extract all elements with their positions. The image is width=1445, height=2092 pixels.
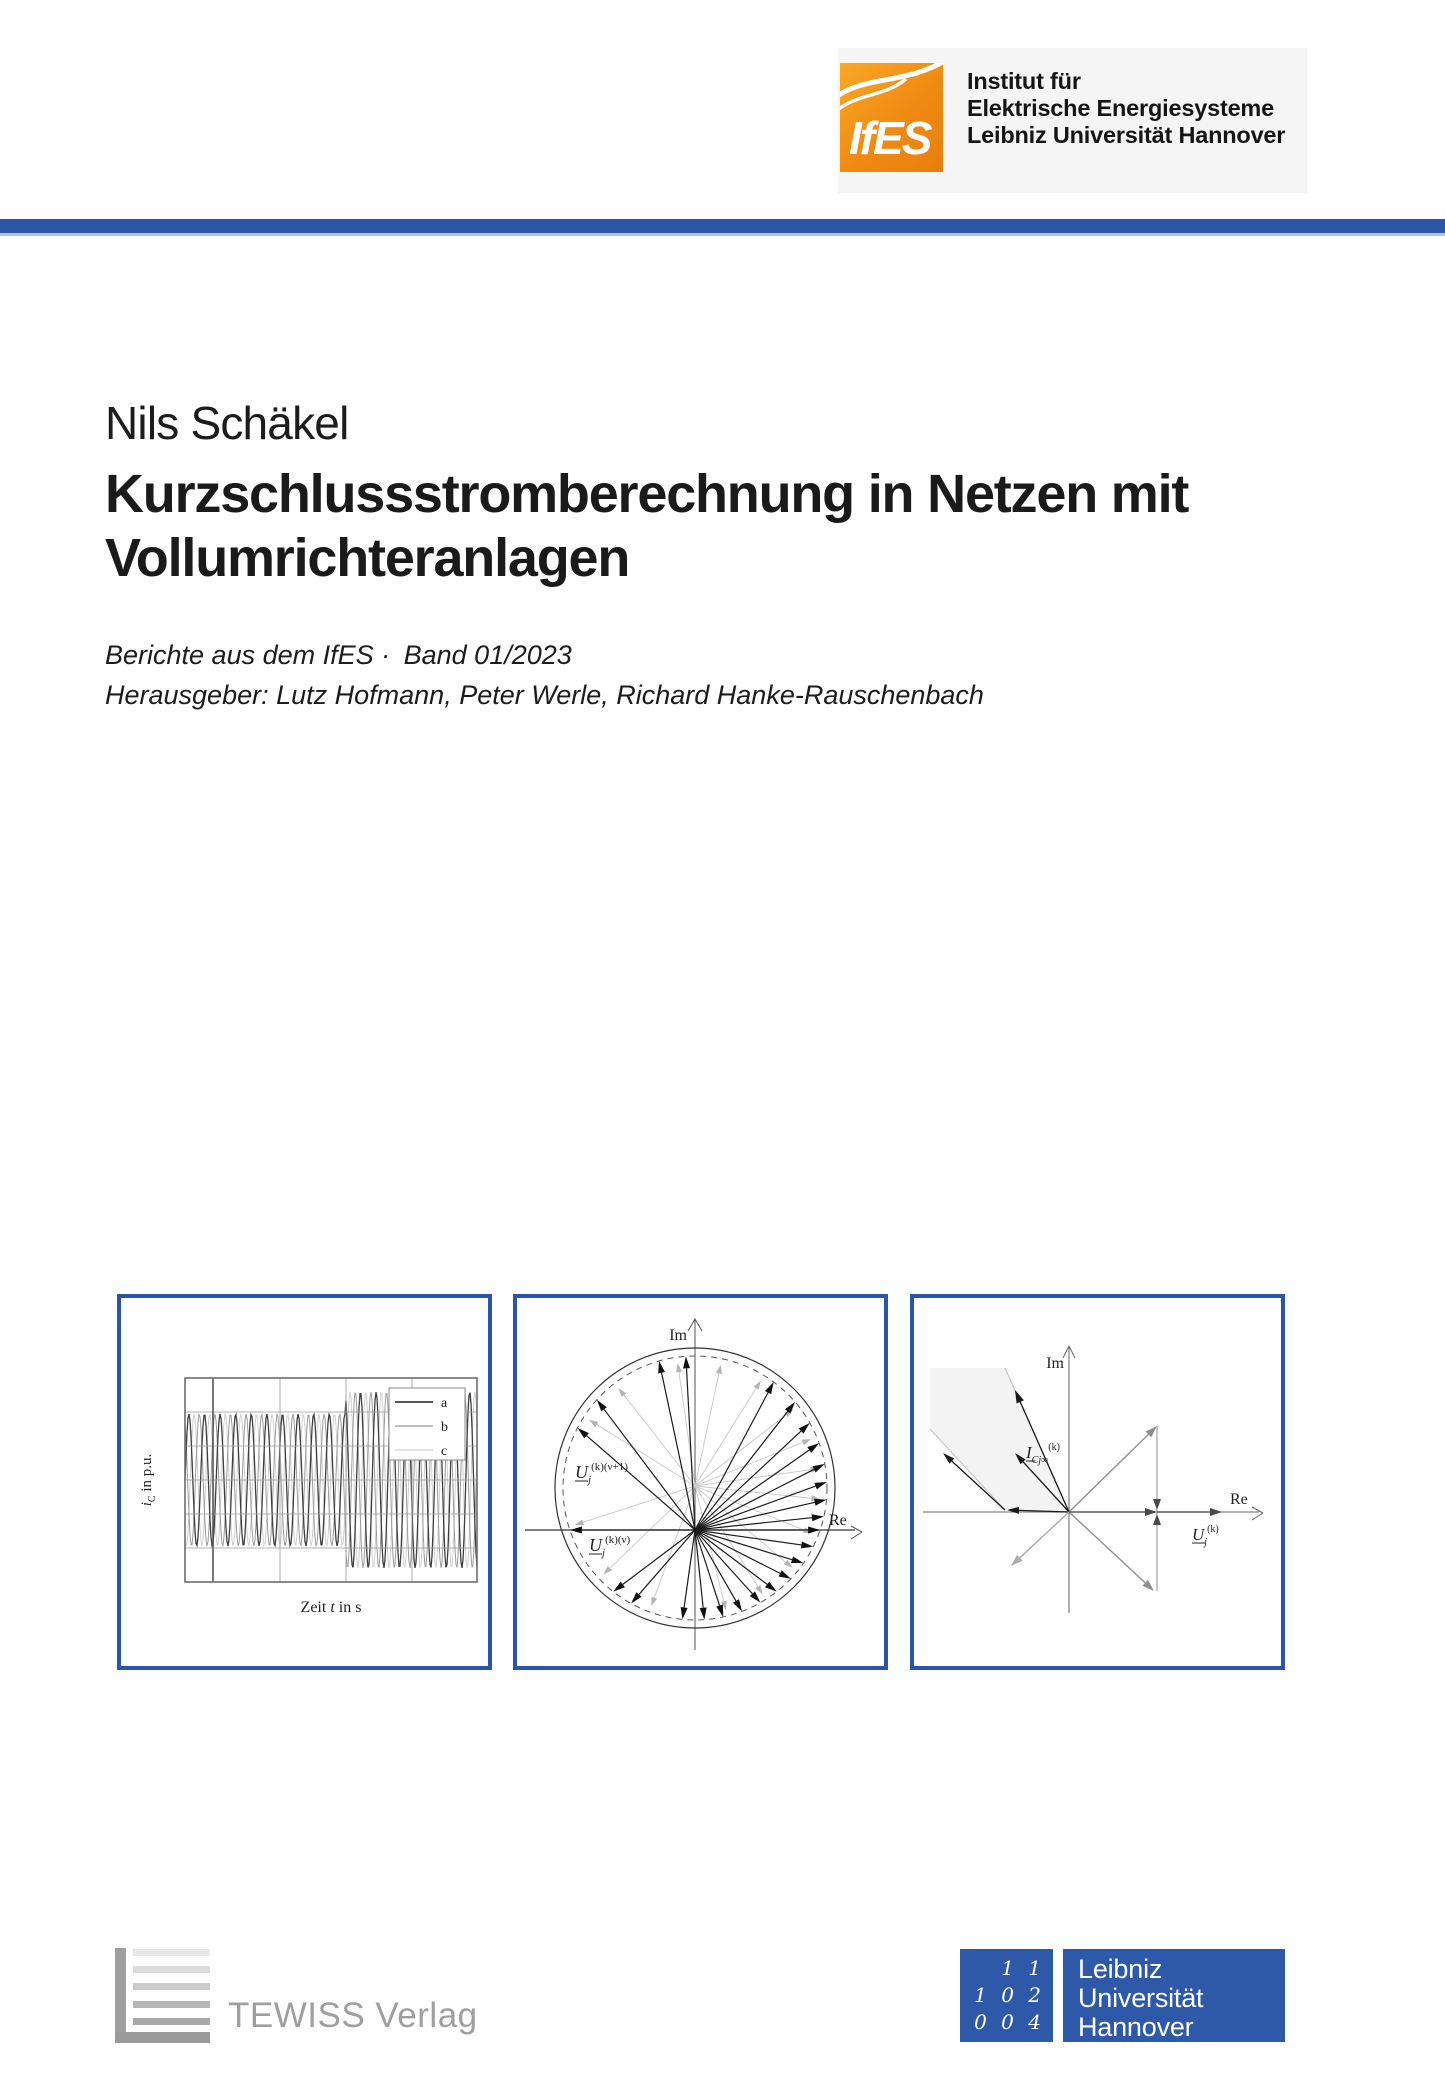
university-line-3: Hannover xyxy=(1078,2012,1194,2042)
title-line-2: Vollumrichteranlagen xyxy=(105,528,630,588)
phasor-upper-label: $U_j^{(k)(\nu+1)}$ xyxy=(575,1461,628,1486)
leibniz-binary-logo xyxy=(947,1949,1053,2042)
institute-name xyxy=(967,68,1285,149)
im-axis-label: Im xyxy=(1046,1355,1064,1372)
current-phasor-label: $I_{Cj\infty}^{(k)}$ xyxy=(1026,1442,1060,1466)
legend-label-a: a xyxy=(441,1396,448,1411)
ifes-logo-text: IfES xyxy=(849,112,931,164)
series-info: Berichte aus dem IfES · Band 01/2023 xyxy=(105,640,572,670)
ifes-logo xyxy=(840,63,943,172)
im-axis-label: Im xyxy=(669,1327,687,1344)
tewiss-logo-mark xyxy=(115,1948,126,2043)
publisher-name: TEWISS Verlag xyxy=(228,1996,478,2035)
figure-phasor-region xyxy=(910,1294,1285,1670)
tewiss-stripe-3 xyxy=(133,1983,210,1990)
university-line-2: Universität xyxy=(1078,1983,1204,2013)
binary-row-3: 1 0 0 4 xyxy=(947,2010,1045,2034)
phasor-lower-label: $U_j^{(k)(\nu)}$ xyxy=(589,1534,631,1559)
tewiss-stripe-4 xyxy=(133,2001,210,2008)
university-line-1: Leibniz xyxy=(1078,1954,1163,1984)
waveform-plot xyxy=(121,1298,488,1666)
waveform-ylabel: $i_C$ in p.u. xyxy=(139,1453,158,1507)
waveform-legend xyxy=(389,1388,465,1460)
editors-line: Herausgeber: Lutz Hofmann, Peter Werle, Richard Hanke-Rauschenbach xyxy=(105,680,984,710)
author-name: Nils Schäkel xyxy=(105,397,349,449)
divider-bar-edge xyxy=(0,233,1445,236)
phasor-circle-plot xyxy=(517,1298,884,1666)
re-axis-label: Re xyxy=(1230,1491,1248,1508)
binary-row-2: 1 0 2 xyxy=(974,1983,1045,2007)
legend-label-b: b xyxy=(441,1420,448,1435)
re-axis-label: Re xyxy=(829,1512,847,1529)
institute-line-3: Leibniz Universität Hannover xyxy=(967,122,1286,148)
title-line-1: Kurzschlussstromberechnung in Netzen mit xyxy=(105,464,1189,524)
divider-bar xyxy=(0,219,1445,233)
shaded-region xyxy=(930,1368,1069,1512)
book-title xyxy=(105,462,1188,590)
tewiss-stripe-1 xyxy=(133,1949,210,1956)
phasor-region-plot xyxy=(914,1298,1281,1666)
figure-phasor-circle xyxy=(513,1294,888,1670)
tewiss-stripe-2 xyxy=(133,1966,210,1973)
tewiss-stripe-5 xyxy=(133,2018,210,2025)
institute-line-1: Institut für xyxy=(967,68,1081,94)
voltage-phasor-label: $U_j^{(k)}$ xyxy=(1192,1524,1219,1548)
waveform-xlabel: Zeit t in s xyxy=(300,1599,362,1616)
leibniz-wordmark xyxy=(1063,1949,1285,2042)
legend-label-c: c xyxy=(441,1444,448,1459)
figure-waveform xyxy=(117,1294,492,1670)
institute-line-2: Elektrische Energiesysteme xyxy=(967,95,1275,121)
tewiss-logo-base xyxy=(115,2032,210,2043)
binary-row-1: 1 1 xyxy=(1001,1956,1045,1980)
